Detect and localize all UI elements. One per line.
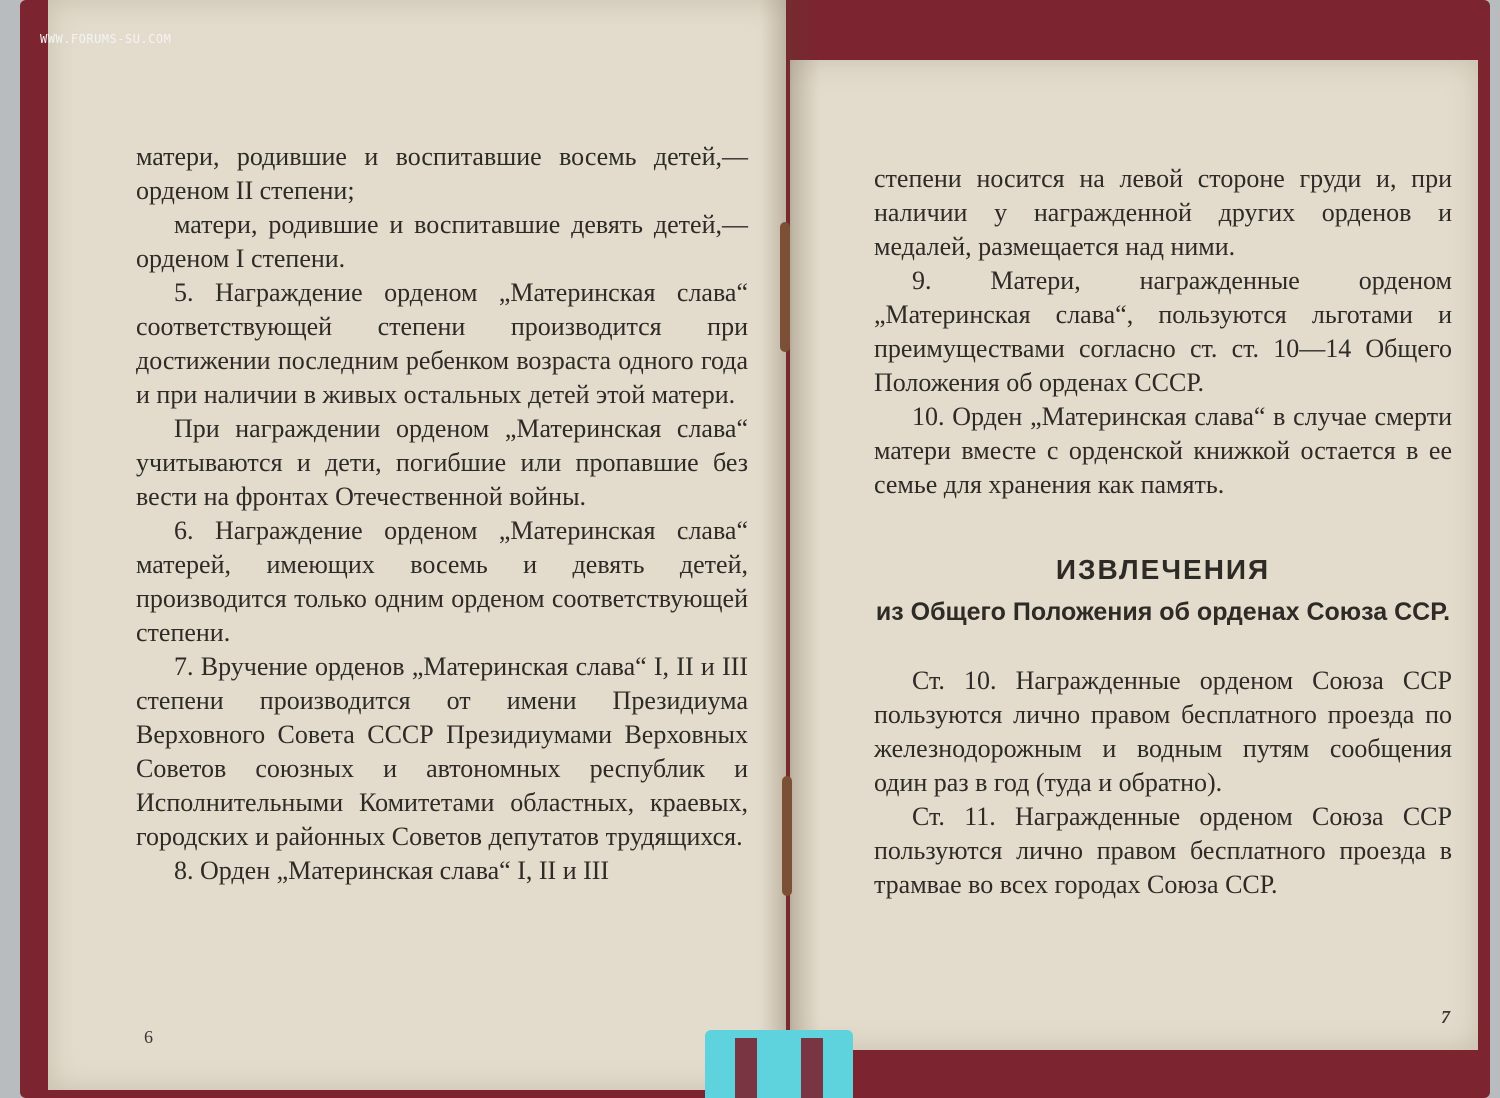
watermark-text: WWW.FORUMS-SU.COM [40,32,172,46]
section-subheading: из Общего Положения об орденах Союза ССР. [875,598,1451,626]
paragraph: 10. Орден „Материнская слава“ в случае смерти матери вместе с орденской книжкой остается в ее семье для хранения как память. [874,402,1452,499]
binder-clip [705,1030,853,1098]
left-page-text [136,140,748,888]
paragraph: степени носится на левой стороне груди и, при наличии у награжденной других орденов и медалей, размещается над ними. [874,164,1452,261]
page-number: 6 [144,1027,153,1047]
paragraph: 6. Награждение орденом „Материнская слава“ матерей, имеющих восемь и девять детей, производится только одним орденом соответствующей степени. [136,516,748,647]
article: Ст. 10. Награжденные орденом Союза ССР пользуются лично правом бесплатного проезда по железнодорожным и водным путям сообщения один раз в год (туда и обратно). [874,666,1452,797]
page-number: 7 [1441,1007,1450,1027]
paragraph: При награждении орденом „Материнская слава“ учитываются и дети, погибшие или пропавшие без вести на фронтах Отечественной войны. [136,414,748,511]
article: Ст. 11. Награжденные орденом Союза ССР пользуются лично правом бесплатного проезда в трамвае во всех городах Союза ССР. [874,802,1452,899]
paragraph: 9. Матери, награжденные орденом „Материнская слава“, пользуются льготами и преимуществами согласно ст. ст. 10—14 Общего Положения об орденах СССР. [874,266,1452,397]
clip-slot [735,1038,757,1098]
paragraph: 7. Вручение орденов „Материнская слава“ I, II и III степени производится от имени Президиума Верховного Совета СССР Президиумами Верховных Советов союзных и автономных республик и Исполнительными Комитетами областных, краевых, городских и районных Советов депутатов трудящихся. [136,652,748,851]
clip-slot [801,1038,823,1098]
paragraph: матери, родившие и воспитавшие девять детей,—орденом I степени. [136,210,748,273]
section-heading: ИЗВЛЕЧЕНИЯ [1055,554,1271,585]
paragraph: 8. Орден „Материнская слава“ I, II и III [174,856,610,885]
staple [780,222,790,352]
staple [782,776,792,896]
book-spine [760,0,820,1098]
spacer [874,630,1452,664]
right-page-text [874,162,1452,902]
right-page [790,60,1478,1050]
left-page [48,0,786,1090]
paragraph: матери, родившие и воспитавшие восемь детей,—орденом II степени; [136,142,748,205]
paragraph: 5. Награждение орденом „Материнская слава“ соответствующей степени производится при достижении последним ребенком возраста одного года и при наличии в живых остальных детей этой матери. [136,278,748,409]
